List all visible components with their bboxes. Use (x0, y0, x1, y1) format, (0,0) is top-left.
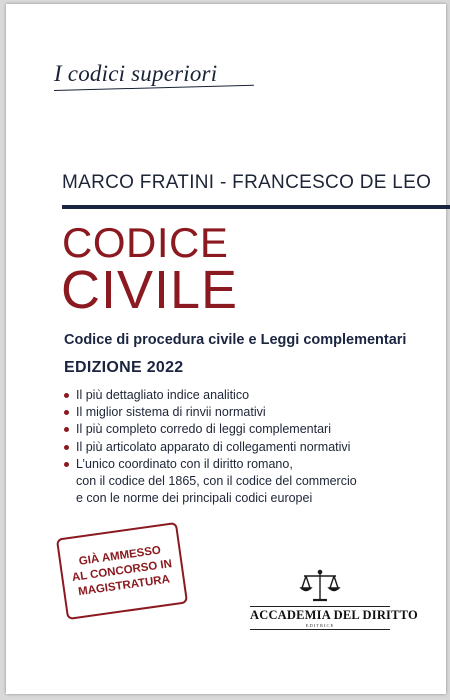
series-title: I codici superiori (54, 61, 218, 86)
bullet-icon (64, 427, 69, 432)
admission-badge (56, 522, 188, 620)
feature-item (64, 439, 357, 456)
bullet-icon (64, 410, 69, 415)
feature-item (64, 421, 357, 438)
feature-item (64, 456, 357, 508)
publisher-rule-top (250, 606, 390, 607)
publisher-rule-bottom (250, 629, 390, 630)
feature-text: L’unico coordinato con il diritto romano, con il codice del 1865, con il codice del commercio e con le norme dei principali codici europei (76, 456, 357, 506)
bullet-icon (64, 393, 69, 398)
feature-item (64, 387, 357, 404)
publisher-sub: EDITRICE (305, 623, 335, 628)
title-line-1: CODICE (62, 219, 229, 266)
feature-list (64, 387, 357, 507)
scales-of-justice-icon (250, 569, 390, 603)
feature-text: Il più articolato apparato di collegamenti normativi (76, 439, 351, 454)
authors: MARCO FRATINI - FRANCESCO DE LEO (62, 172, 432, 193)
feature-item (64, 404, 357, 421)
bullet-icon (64, 462, 69, 467)
book-cover (6, 4, 446, 694)
bullet-icon (64, 445, 69, 450)
edition: EDIZIONE 2022 (64, 359, 184, 376)
feature-text: Il più dettagliato indice analitico (76, 388, 250, 402)
publisher-logo (250, 569, 418, 630)
publisher-name: ACCADEMIA DEL DIRITTO (250, 608, 418, 622)
title-line-2: CIVILE (61, 260, 239, 320)
badge-text: GIÀ AMMESSO AL CONCORSO IN MAGISTRATURA (71, 543, 173, 598)
divider-rule (62, 205, 450, 209)
feature-text: Il più completo corredo di leggi complementari (76, 422, 331, 437)
subtitle: Codice di procedura civile e Leggi complementari (64, 332, 407, 348)
feature-text: Il miglior sistema di rinvii normativi (76, 405, 266, 420)
